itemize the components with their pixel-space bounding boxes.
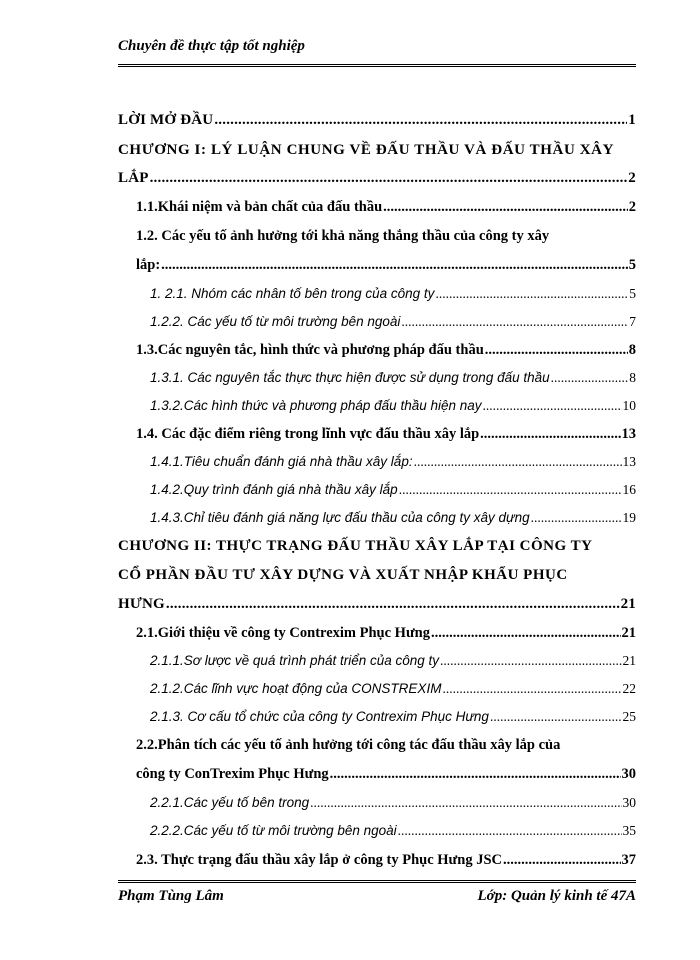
toc-page-number: 5	[628, 257, 636, 273]
header-rule	[118, 64, 636, 67]
toc-chapter-1	[118, 170, 636, 187]
toc-page-number: 37	[621, 852, 636, 868]
toc-entry-title: LẮP	[118, 170, 149, 186]
toc-entry-title: HƯNG	[118, 596, 165, 612]
toc-subsection-1-4-3	[150, 510, 636, 526]
toc-leader	[383, 199, 628, 216]
toc-subsection-2-1-3	[150, 709, 636, 725]
toc-page-number: 16	[622, 482, 636, 497]
toc-entry-title: 2.1.3. Cơ cấu tổ chức của công ty Contrexim Phục Hưng	[150, 709, 489, 724]
toc-leader	[485, 342, 628, 359]
toc-page-number: 1	[628, 112, 636, 128]
toc-chapter-2	[118, 596, 636, 613]
toc-leader	[435, 286, 628, 302]
toc-page-number: 2	[628, 199, 636, 215]
toc-subsection-1-2-1	[150, 286, 636, 302]
toc-leader	[401, 314, 628, 330]
toc-chapter-1-line1: CHƯƠNG I: LÝ LUẬN CHUNG VỀ ĐẤU THẦU VÀ ĐẤU THẦU XÂY	[118, 142, 615, 158]
toc-section-2-1	[136, 625, 636, 642]
toc-page-number: 8	[628, 342, 636, 358]
toc-entry-title: LỜI MỞ ĐẦU	[118, 112, 214, 128]
toc-page-number: 5	[629, 286, 636, 301]
toc-leader	[398, 823, 622, 839]
toc-page-number: 30	[622, 795, 636, 810]
page-header-title: Chuyên đề thực tập tốt nghiệp	[118, 38, 305, 54]
toc-section-1-1	[136, 199, 636, 216]
toc-leader	[414, 454, 622, 470]
toc-leader	[531, 510, 622, 526]
toc-page-number: 19	[622, 510, 636, 525]
toc-page-number: 21	[622, 653, 636, 668]
toc-subsection-2-2-2	[150, 823, 636, 839]
toc-page-number: 7	[629, 314, 636, 329]
toc-subsection-1-3-2	[150, 398, 636, 414]
toc-page-number: 35	[622, 823, 636, 838]
toc-section-1-3	[136, 342, 636, 359]
toc-page-number: 22	[622, 681, 636, 696]
toc-subsection-1-3-1	[150, 370, 636, 386]
toc-leader	[442, 681, 621, 697]
toc-intro	[118, 112, 636, 129]
footer-rule	[118, 880, 636, 883]
toc-entry-title: 2.3. Thực trạng đấu thầu xây lắp ở công ty Phục Hưng JSC	[136, 852, 502, 868]
toc-section-1-2	[136, 257, 636, 274]
toc-section-1-2-line1: 1.2. Các yếu tố ảnh hưởng tới khả năng thắng thầu của công ty xây	[136, 228, 550, 244]
toc-entry-title: 1.4.2.Quy trình đánh giá nhà thầu xây lắp	[150, 482, 398, 497]
toc-leader	[551, 370, 629, 386]
toc-section-2-2-line1: 2.2.Phân tích các yếu tố ảnh hưởng tới công tác đấu thầu xây lắp của	[136, 737, 561, 753]
toc-page-number: 8	[629, 370, 636, 385]
toc-entry-title: 1.3.1. Các nguyên tắc thực thực hiện được sử dụng trong đấu thầu	[150, 370, 550, 385]
toc-entry-title: 1.4.1.Tiêu chuẩn đánh giá nhà thầu xây lắp:	[150, 454, 413, 469]
toc-section-2-3	[136, 852, 636, 869]
toc-entry-title: lắp:	[136, 257, 161, 273]
toc-entry-title: công ty ConTrexim Phục Hưng	[136, 766, 329, 782]
toc-leader	[310, 795, 621, 811]
toc-page-number: 25	[622, 709, 636, 724]
toc-page-number: 13	[622, 454, 636, 469]
toc-subsection-1-4-2	[150, 482, 636, 498]
toc-entry-title: 1.4. Các đặc điểm riêng trong lĩnh vực đấu thầu xây lắp	[136, 426, 480, 442]
footer-author: Phạm Tùng Lâm	[118, 888, 224, 904]
toc-entry-title: 1. 2.1. Nhóm các nhân tố bên trong của công ty	[150, 286, 435, 301]
toc-leader	[161, 257, 628, 274]
toc-entry-title: 2.1.2.Các lĩnh vực hoạt động của CONSTREXIM	[150, 681, 442, 696]
toc-leader	[214, 112, 627, 129]
footer-class: Lớp: Quản lý kinh tế 47A	[477, 888, 636, 904]
toc-leader	[440, 653, 621, 669]
toc-entry-title: 1.3.2.Các hình thức và phương pháp đấu thầu hiện nay	[150, 398, 482, 413]
toc-page-number: 10	[622, 398, 636, 413]
toc-page-number: 30	[621, 766, 636, 782]
toc-chapter-2-line2: CỔ PHẦN ĐẦU TƯ XÂY DỰNG VÀ XUẤT NHẬP KHẨU PHỤC	[118, 567, 568, 583]
toc-entry-title: 2.1.1.Sơ lược về quá trình phát triển của công ty	[150, 653, 440, 668]
toc-section-1-4	[136, 426, 636, 443]
toc-leader	[503, 852, 621, 869]
toc-page-number: 13	[621, 426, 636, 442]
toc-leader	[490, 709, 622, 725]
toc-subsection-1-2-2	[150, 314, 636, 330]
toc-entry-title: 2.2.1.Các yếu tố bên trong	[150, 795, 310, 810]
toc-leader	[480, 426, 620, 443]
toc-subsection-1-4-1	[150, 454, 636, 470]
toc-entry-title: 1.1.Khái niệm và bản chất của đấu thầu	[136, 199, 383, 215]
toc-page-number: 2	[628, 170, 636, 186]
toc-leader	[431, 625, 621, 642]
toc-section-2-2	[136, 766, 636, 783]
toc-leader	[150, 170, 628, 187]
toc-entry-title: 1.2.2. Các yếu tố từ môi trường bên ngoài	[150, 314, 401, 329]
toc-entry-title: 1.3.Các nguyên tắc, hình thức và phương pháp đấu thầu	[136, 342, 484, 358]
toc-leader	[399, 482, 622, 498]
toc-subsection-2-1-2	[150, 681, 636, 697]
toc-subsection-2-1-1	[150, 653, 636, 669]
toc-leader	[330, 766, 621, 783]
toc-entry-title: 2.2.2.Các yếu tố từ môi trường bên ngoài	[150, 823, 397, 838]
toc-page-number: 21	[620, 596, 636, 612]
toc-entry-title: 2.1.Giới thiệu về công ty Contrexim Phục Hưng	[136, 625, 430, 641]
toc-chapter-2-line1: CHƯƠNG II: THỰC TRẠNG ĐẤU THẦU XÂY LẮP TẠI CÔNG TY	[118, 538, 593, 554]
toc-page-number: 21	[621, 625, 636, 641]
toc-subsection-2-2-1	[150, 795, 636, 811]
toc-leader	[483, 398, 622, 414]
toc-leader	[166, 596, 620, 613]
toc-entry-title: 1.4.3.Chỉ tiêu đánh giá năng lực đấu thầu của công ty xây dựng	[150, 510, 530, 525]
